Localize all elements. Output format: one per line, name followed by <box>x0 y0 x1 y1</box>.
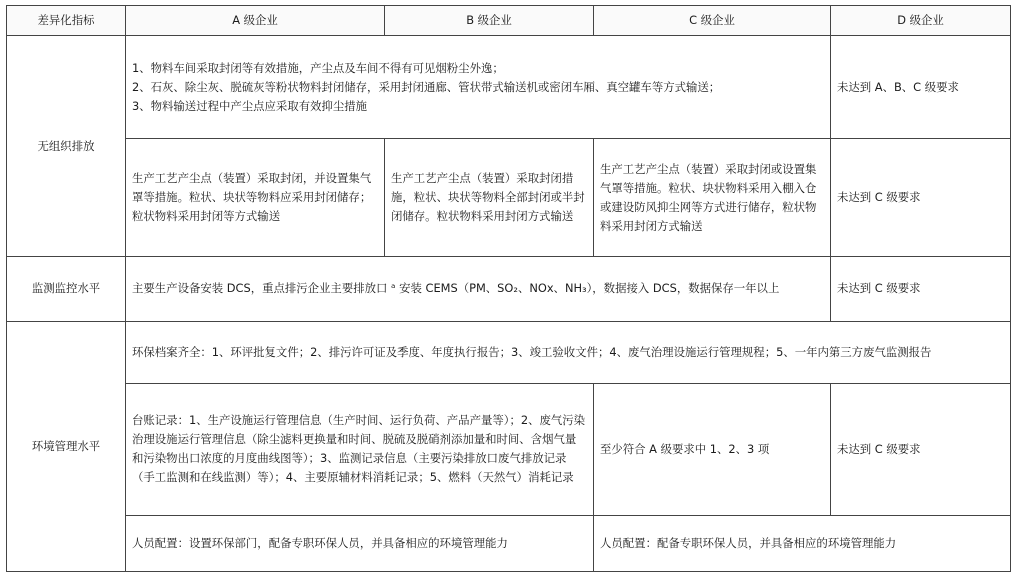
requirement-line: 1、物料车间采取封闭等有效措施，产尘点及车间不得有可见烟粉尘外逸； <box>132 60 504 75</box>
cell-c-level-ledger: 至少符合 A 级要求中 1、2、3 项 <box>594 383 831 515</box>
header-level-d: D 级企业 <box>831 6 1011 36</box>
requirement-line: 3、物料输送过程中产尘点应采取有效抑尘措施 <box>132 98 368 113</box>
cell-c-level-emission: 生产工艺产尘点（装置）采取封闭或设置集气罩等措施。粒状、块状物料采用入棚入仓或建设防风抑尘网等方式进行储存，粒状物料采用封闭方式输送 <box>594 139 831 257</box>
cell-a-level-emission: 生产工艺产尘点（装置）采取封闭，并设置集气罩等措施。粒状、块状等物料应采用封闭储存；粒状物料采用封闭等方式输送 <box>126 139 385 257</box>
requirement-line: 2、石灰、除尘灰、脱硫灰等粉状物料封闭储存，采用封闭通廊、管状带式输送机或密闭车厢、真空罐车等方式输送； <box>132 79 721 94</box>
table-row <box>7 321 1011 383</box>
header-indicator: 差异化指标 <box>7 6 126 36</box>
indicator-env-management: 环境管理水平 <box>7 321 126 571</box>
header-level-b: B 级企业 <box>385 6 594 36</box>
indicator-unorganized-emission: 无组织排放 <box>7 36 126 257</box>
enterprise-grading-table <box>6 5 1011 572</box>
table-row <box>7 139 1011 257</box>
cell-env-archives: 环保档案齐全：1、环评批复文件；2、排污许可证及季度、年度执行报告；3、竣工验收文件；4、废气治理设施运行管理规程；5、一年内第三方废气监测报告 <box>126 321 1011 383</box>
cell-ab-personnel: 人员配置：设置环保部门，配备专职环保人员，并具备相应的环境管理能力 <box>126 515 594 571</box>
cell-d-level-ledger: 未达到 C 级要求 <box>831 383 1011 515</box>
cell-ab-ledger-records: 台账记录：1、生产设施运行管理信息（生产时间、运行负荷、产品产量等）；2、废气污染治理设施运行管理信息（除尘滤料更换量和时间、脱硫及脱硝剂添加量和时间、含烟气量和污染物出口浓度的月度曲线图等）；3、监测记录信息（主要污染排放口废气排放记录（手工监测和在线监测）等）；4、主要原辅材料消耗记录；5、燃料（天然气）消耗记录 <box>126 383 594 515</box>
cell-d-level-emission-bottom: 未达到 C 级要求 <box>831 139 1011 257</box>
cell-cd-personnel: 人员配置：配备专职环保人员，并具备相应的环境管理能力 <box>594 515 1011 571</box>
table-row <box>7 383 1011 515</box>
cell-d-level-monitoring: 未达到 C 级要求 <box>831 257 1011 321</box>
table-row <box>7 36 1011 139</box>
header-level-a: A 级企业 <box>126 6 385 36</box>
indicator-monitoring: 监测监控水平 <box>7 257 126 321</box>
table-row <box>7 257 1011 321</box>
header-level-c: C 级企业 <box>594 6 831 36</box>
table-row <box>7 515 1011 571</box>
table-header-row <box>7 6 1011 36</box>
cell-d-level-emission-top: 未达到 A、B、C 级要求 <box>831 36 1011 139</box>
cell-abc-common-requirements <box>126 36 831 139</box>
cell-abc-monitoring: 主要生产设备安装 DCS，重点排污企业主要排放口 ᵃ 安装 CEMS（PM、SO₂、NOx、NH₃），数据接入 DCS，数据保存一年以上 <box>126 257 831 321</box>
cell-b-level-emission: 生产工艺产尘点（装置）采取封闭措施，粒状、块状等物料全部封闭或半封闭储存。粒状物料采用封闭方式输送 <box>385 139 594 257</box>
